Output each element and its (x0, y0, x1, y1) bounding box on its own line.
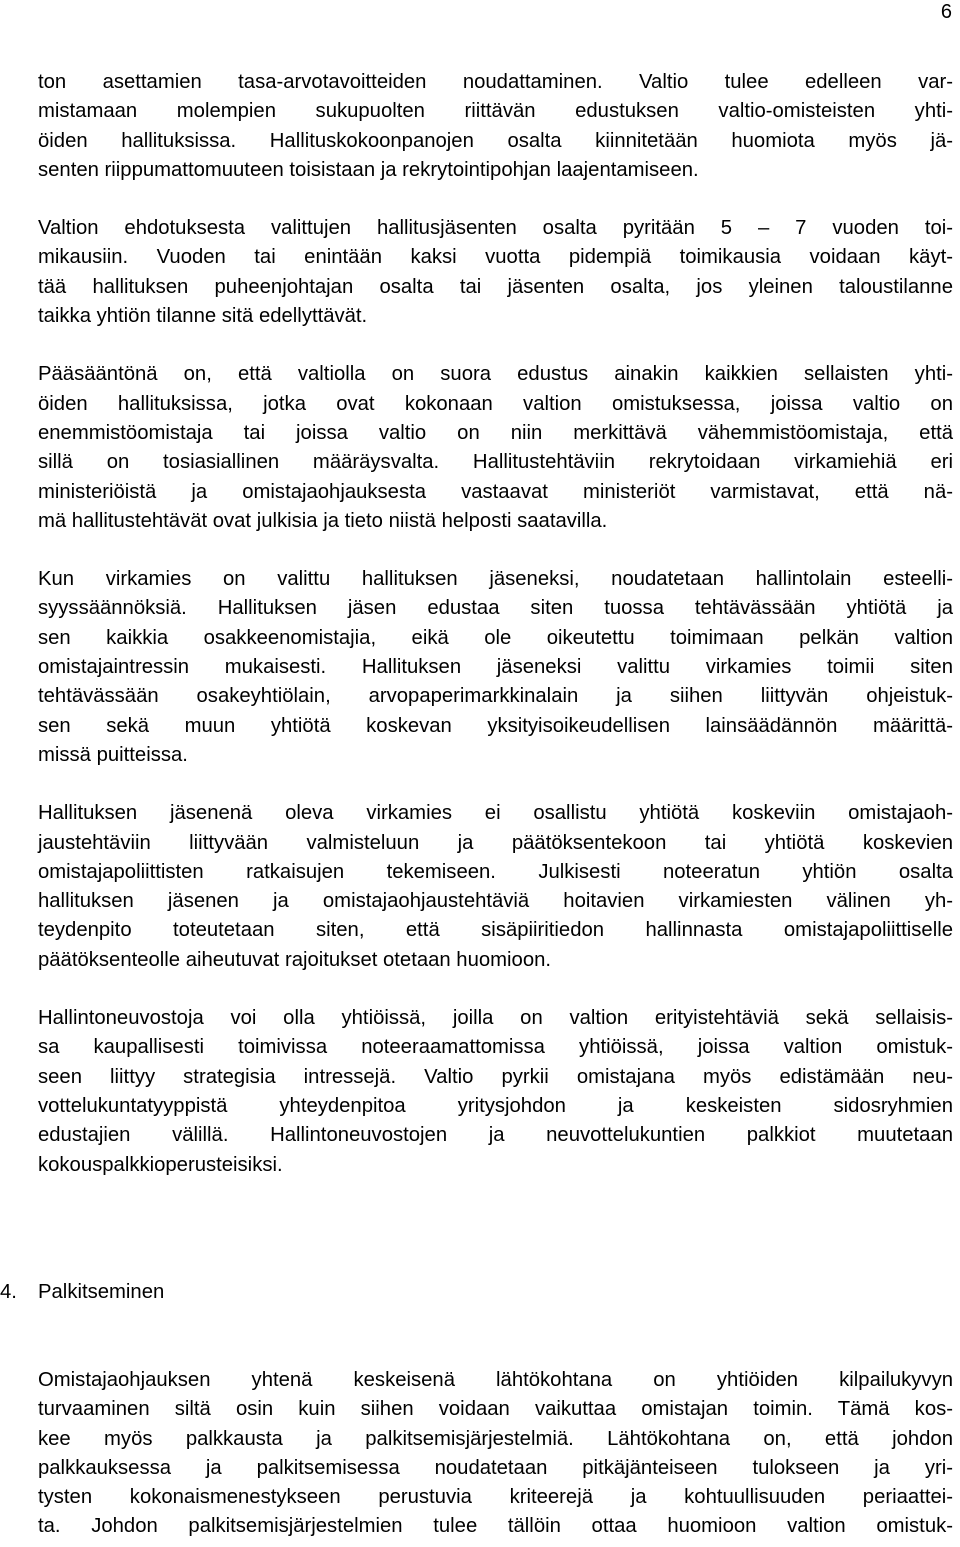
text-line: omistajaintressin mukaisesti. Hallituksen jäseneksi valittu virkamies toimii siten (38, 656, 953, 679)
text-line: taikka yhtiön tilanne sitä edellyttävät. (38, 305, 368, 328)
text-line: Pääsääntönä on, että valtiolla on suora edustus ainakin kaikkien sellaisten yhti- (38, 363, 953, 386)
text-line: Omistajaohjauksen yhtenä keskeisenä lähtökohtana on yhtiöiden kilpailukyvyn (38, 1369, 953, 1391)
text-line: Valtion ehdotuksesta valittujen hallitusjäsenten osalta pyritään 5 – 7 vuoden toi- (38, 217, 953, 240)
section-body (38, 1366, 953, 1542)
text-line: kokouspalkkioperusteisiksi. (38, 1153, 283, 1176)
text-line: syyssäännöksiä. Hallituksen jäsen edustaa siten tuossa tehtävässään yhtiötä ja (38, 597, 953, 620)
text-line: sen kaikkia osakkeenomistajia, eikä ole oikeutettu toimimaan pelkän valtion (38, 626, 953, 649)
text-line: jaustehtäviin liittyvään valmisteluun ja päätöksentekoon tai yhtiötä koskevien (38, 831, 953, 854)
text-line: Hallintoneuvostoja voi olla yhtiöissä, joilla on valtion erityistehtäviä sekä sellaisis- (38, 1007, 953, 1030)
text-line: Hallituksen jäsenenä oleva virkamies ei osallistu yhtiötä koskeviin omistajaoh- (38, 802, 953, 825)
section-paragraph (38, 1366, 953, 1542)
text-line: tysten kokonaismenestykseen perustuvia kriteerejä ja kohtuullisuuden periaattei- (38, 1486, 953, 1509)
text-line: mistamaan molempien sukupuolten riittävän edustuksen valtio-omisteisten yhti- (38, 100, 953, 123)
text-line: päätöksenteolle aiheutuvat rajoitukset otetaan huomioon. (38, 948, 552, 971)
section-heading (0, 1278, 164, 1307)
text-line: mikausiin. Vuoden tai enintään kaksi vuotta pidempiä toimikausia voidaan käyt- (38, 246, 953, 269)
text-line: teydenpito toteutetaan siten, että sisäpiiritiedon hallinnasta omistajapoliittiselle (38, 919, 953, 942)
text-line: ton asettamien tasa-arvotavoitteiden noudattaminen. Valtio tulee edelleen var- (38, 71, 953, 93)
text-line: missä puitteissa. (38, 743, 188, 766)
text-line: edustajien välillä. Hallintoneuvostojen ja neuvottelukuntien palkkiot muutetaan (38, 1124, 953, 1147)
section-number: 4. (0, 1281, 17, 1303)
page-number: 6 (940, 1, 952, 23)
text-line: öiden hallituksissa. Hallituskokoonpanojen osalta kiinnitetään huomiota myös jä- (38, 129, 953, 152)
text-line: enemmistöomistaja tai joissa valtio on niin merkittävä vähemmistöomistaja, että (38, 421, 953, 444)
text-line: ta. Johdon palkitsemisjärjestelmien tulee tällöin ottaa huomioon valtion omistuk- (38, 1515, 953, 1538)
paragraph-5 (38, 799, 953, 975)
paragraph-3 (38, 360, 953, 536)
text-line: vottelukuntatyyppistä yhteydenpitoa yritysjohdon ja keskeisten sidosryhmien (38, 1094, 953, 1117)
paragraph-4 (38, 565, 953, 770)
text-line: sa kaupallisesti toimivissa noteeraamattomissa yhtiöissä, joissa valtion omistuk- (38, 1036, 953, 1059)
paragraph-2 (38, 214, 953, 331)
text-line: senten riippumattomuuteen toisistaan ja rekrytointipohjan laajentamiseen. (38, 158, 699, 181)
paragraph-6 (38, 1004, 953, 1180)
section-title: Palkitseminen (38, 1281, 165, 1303)
text-line: mä hallitustehtävät ovat julkisia ja tieto niistä helposti saatavilla. (38, 509, 608, 532)
text-line: ministeriöistä ja omistajaohjauksesta vastaavat ministeriöt varmistavat, että nä- (38, 480, 953, 503)
text-line: sen sekä muun yhtiötä koskevan yksityisoikeudellisen lainsäädännön määrittä- (38, 714, 953, 737)
text-line: hallituksen jäsenen ja omistajaohjaustehtäviä hoitavien virkamiesten välinen yh- (38, 890, 953, 913)
text-line: omistajapoliittisten ratkaisujen tekemiseen. Julkisesti noteeratun yhtiön osalta (38, 860, 953, 883)
text-line: seen liittyy strategisia intressejä. Valtio pyrkii omistajana myös edistämään neu- (38, 1065, 953, 1088)
text-line: turvaaminen siltä osin kuin siihen voidaan vaikuttaa omistajan toimin. Tämä kos- (38, 1398, 953, 1421)
paragraph-1 (38, 68, 953, 185)
text-line: palkkauksessa ja palkitsemisessa noudatetaan pitkäjänteiseen tulokseen ja yri- (38, 1456, 953, 1479)
text-line: sillä on tosiasiallinen määräysvalta. Hallitustehtäviin rekrytoidaan virkamiehiä eri (38, 451, 953, 474)
text-line: Kun virkamies on valittu hallituksen jäseneksi, noudatetaan hallintolain esteelli- (38, 568, 953, 591)
text-line: öiden hallituksissa, jotka ovat kokonaan valtion omistuksessa, joissa valtio on (38, 392, 953, 415)
text-line: tehtävässään osakeyhtiölain, arvopaperimarkkinalain ja siihen liittyvän ohjeistuk- (38, 685, 953, 708)
document-body (38, 68, 953, 1180)
text-line: tää hallituksen puheenjohtajan osalta tai jäsenten osalta, jos yleinen taloustilanne (38, 275, 953, 298)
text-line: kee myös palkkausta ja palkitsemisjärjestelmiä. Lähtökohtana on, että johdon (38, 1427, 953, 1450)
